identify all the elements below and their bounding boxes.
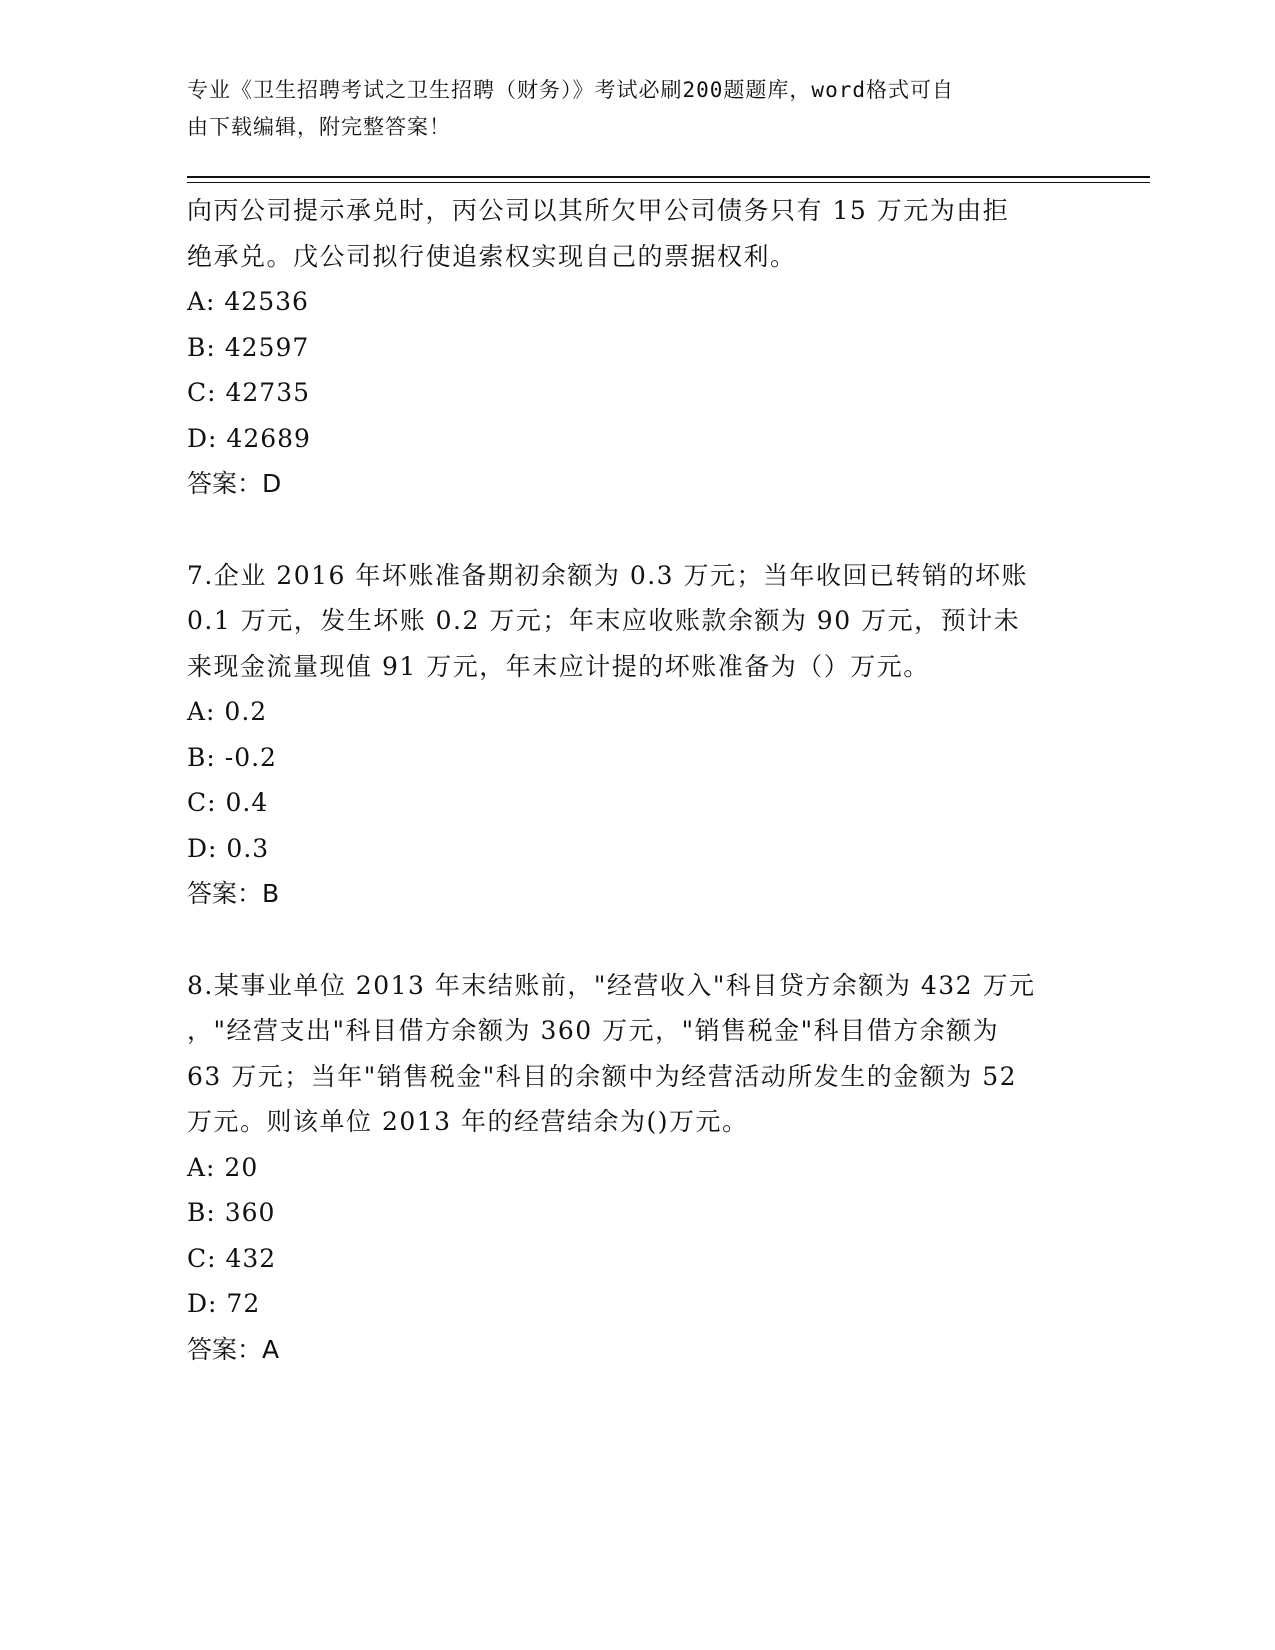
option-b: B: 42597 <box>187 332 310 362</box>
questions-content <box>187 188 1067 1372</box>
question-text-line: 绝承兑。戊公司拟行使追索权实现自己的票据权利。 <box>187 241 797 271</box>
option-d: D: 0.3 <box>187 833 270 863</box>
question-8 <box>187 963 1067 1373</box>
header-rule-thick <box>187 176 1150 178</box>
question-text-line: 63 万元；当年"销售税金"科目的余额中为经营活动所发生的金额为 52 <box>187 1061 1018 1091</box>
question-text-line: 向丙公司提示承兑时，丙公司以其所欠甲公司债务只有 15 万元为由拒 <box>187 196 1010 225</box>
answer-label: 答案：D <box>187 469 282 498</box>
question-text-line: 万元。则该单位 2013 年的经营结余为()万元。 <box>187 1107 749 1136</box>
header-title-line-1: 专业《卫生招聘考试之卫生招聘（财务）》考试必刷200题题库，word格式可自 <box>187 78 954 102</box>
option-b: B: -0.2 <box>187 742 277 772</box>
header-rule-thin <box>187 182 1150 183</box>
option-c: C: 0.4 <box>187 788 269 817</box>
option-d: D: 72 <box>187 1289 261 1318</box>
answer-label: 答案：B <box>187 879 280 908</box>
question-text-line: 8.某事业单位 2013 年末结账前，"经营收入"科目贷方余额为 432 万元 <box>187 970 1036 1000</box>
question-text-line: 来现金流量现值 91 万元，年末应计提的坏账准备为（）万元。 <box>187 651 930 681</box>
question-text-line: ，"经营支出"科目借方余额为 360 万元，"销售税金"科目借方余额为 <box>187 1016 1000 1045</box>
option-b: B: 360 <box>187 1198 276 1227</box>
question-6 <box>187 188 1067 507</box>
question-text-line: 0.1 万元，发生坏账 0.2 万元；年末应收账款余额为 90 万元，预计未 <box>187 606 1021 635</box>
spacer <box>187 917 1067 963</box>
page-header <box>187 72 1067 146</box>
option-a: A: 0.2 <box>187 697 268 726</box>
option-c: C: 42735 <box>187 378 311 407</box>
option-a: A: 42536 <box>187 287 309 316</box>
header-title-line-2: 由下载编辑，附完整答案！ <box>187 115 451 139</box>
question-text-line: 7.企业 2016 年坏账准备期初余额为 0.3 万元；当年收回已转销的坏账 <box>187 560 1029 590</box>
option-a: A: 20 <box>187 1152 259 1182</box>
spacer <box>187 507 1067 553</box>
option-c: C: 432 <box>187 1243 277 1273</box>
question-7 <box>187 553 1067 917</box>
answer-label: 答案：A <box>187 1334 280 1364</box>
option-d: D: 42689 <box>187 423 311 453</box>
